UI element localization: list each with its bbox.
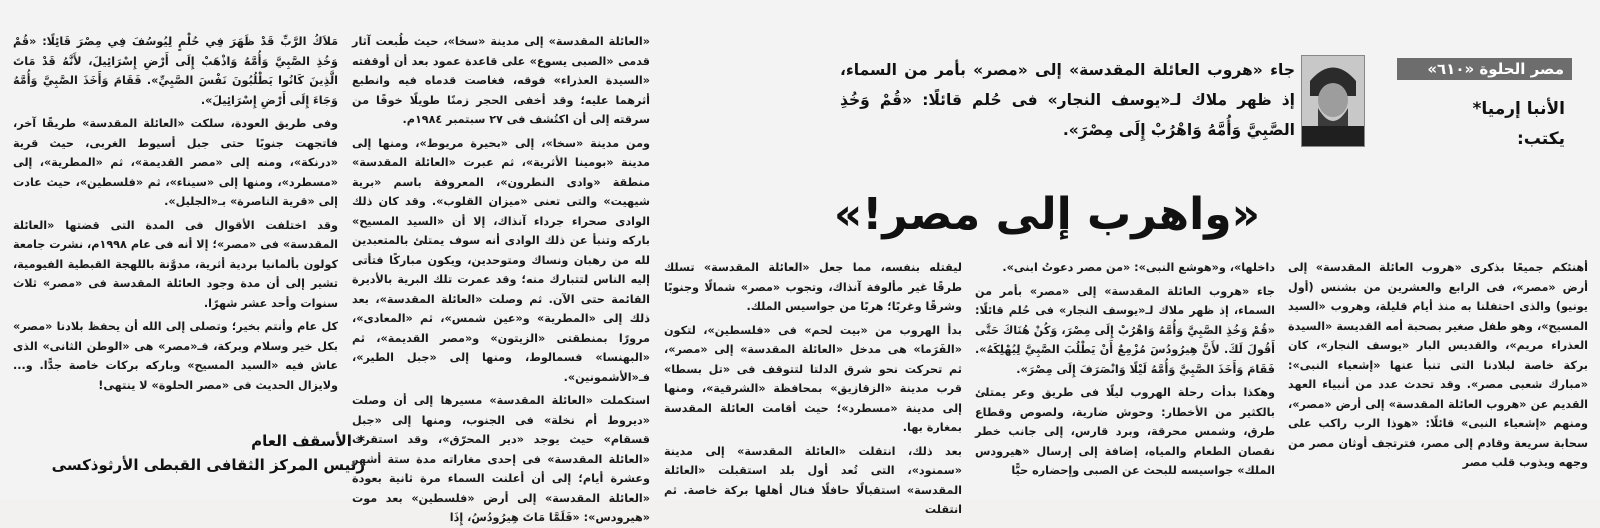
article-deck: جاء «هروب العائلة المقدسة» إلى «مصر» بأمر من السماء، إذ ظهر ملاك لـ«يوسف النجار» فى حُلم قائلًا: «قُمْ وَخُذِ الصَّبِيَّ وَأُمَّهُ وَاهْرُبْ إِلَى مِصْرَ». bbox=[840, 61, 1295, 139]
column-label: مصر الحلوة «٦١٠» bbox=[1397, 58, 1572, 80]
portrait-image bbox=[1302, 56, 1364, 146]
author-title-line: * الأسقف العام bbox=[251, 432, 365, 450]
author-byline bbox=[1400, 94, 1565, 154]
paragraph: ليقتله بنفسه، مما جعل «العائلة المقدسة» تسلك طرقًا غير مألوفة آنذاك، وتجوب «مصر» شمالًا وجنوبًا وشرقًا وغربًا؛ هربًا من جواسيس الملك. bbox=[664, 261, 962, 313]
paragraph: بدأ الهروب من «بيت لحم» فى «فلسطين»، لتكون «الفَرَما» هى مدخل «العائلة المقدسة» إلى «مصر»، ثم تحركت نحو شرق الدلتا لتتوقف فى «تل بسطا» قرب مدينة «الزقازيق» بمحافظة «الشرقية»، ومنها إلى مدينة «مسطرد»؛ حيث أقامت العائلة المقدسة بمغارة بها. bbox=[664, 323, 962, 434]
paragraph: جاء «هروب العائلة المقدسة» إلى «مصر» بأمر من السماء، إذ ظهر ملاك لـ«يوسف النجار» فى حُلم قائلًا: «قُمْ وَخُذِ الصَّبِيَّ وَأُمَّهُ وَاهْرُبْ إِلَى مِصْرَ، وَكُنْ هُنَاكَ حَتَّى أَقُولَ لَكَ. لأَنَّ هِيرُودُسَ مُزْمِعٌ أَنْ يَطْلُبَ الصَّبِيَّ لِيُهْلِكَهُ». فَقَامَ وَأَخَذَ الصَّبِيَّ وَأُمَّهُ لَيْلًا وَانْصَرَفَ إِلَى مِصْرَ». bbox=[975, 284, 1275, 376]
text-column-4 bbox=[352, 32, 650, 524]
paragraph: داخلها»، و«هوشع النبى»: «من مصر دعوتُ ابنى». bbox=[1002, 261, 1275, 274]
text-column-1 bbox=[1288, 258, 1588, 493]
paragraph: أهنئكم جميعًا بذكرى «هروب العائلة المقدسة» إلى أرض «مصر»، فى الرابع والعشرين من بشنس (أول يونيو) والذى احتفلنا به منذ أيام قليلة، وهروب «السيد المسيح»، وهو طفل صغير بصحبة أمه القديسة «السيدة العذراء مريم»، والقديس البار «يوسف النجار»، كان بركة خاصة لبلادنا التى تنبأ عنها «إشعياء النبى»: «مبارك شعبى مصر». وقد تحدث عدد من أنبياء العهد القديم عن «هروب العائلة المقدسة» إلى أرض «مصر»، ومنهم «إشعياء النبى» قائلًا: «هوذا الرب راكب على سحابة سريعة وقادم إلى مصر، فترتجف أوثان مصر من وجهه ويذوب قلب مصر bbox=[1288, 261, 1588, 469]
paragraph: استكملت «العائلة المقدسة» مسيرها إلى أن وصلت «ديروط أم نخلة» فى الجنوب، ومنها إلى «جبل قسقام» حيث يوجد «دير المحرّق»، وقد استقرت «العائلة المقدسة» فى إحدى مغاراته مدة ستة أشهر وعشرة أيام؛ إلى أن أعلنت السماء مرة ثانية بعودة «العائلة المقدسة» إلى أرض «فلسطين» بعد موت «هيرودس»: «فَلَمَّا مَاتَ هِيرُودُسُ، إِذَا bbox=[352, 394, 650, 524]
text-column-2 bbox=[975, 258, 1275, 493]
paragraph: بعد ذلك، انتقلت «العائلة المقدسة» إلى مدينة «سمنود»، التى تُعد أول بلد استقبلت «العائلة المقدسة» استقبالًا حافلًا فنال أهلها بركة خاصة. ثم انتقلت bbox=[664, 444, 962, 516]
paragraph: مَلاَكُ الرَّبِّ قَدْ ظَهَرَ فِي حُلْمٍ لِيُوسُفَ فِي مِصْرَ قَائِلًا: «قُمْ وَخُذِ الصَّبِيَّ وَأُمَّهُ وَاذْهَبْ إِلَى أَرْضِ إِسْرَائِيلَ، لأَنَّهُ قَدْ مَاتَ الَّذِينَ كَانُوا يَطْلُبُونَ نَفْسَ الصَّبِيِّ». فَقَامَ وَأَخَذَ الصَّبِيَّ وَأُمَّهُ وَجَاءَ إِلَى أَرْضِ إِسْرَائِيلَ». bbox=[13, 35, 338, 107]
paragraph: وفى طريق العودة، سلكت «العائلة المقدسة» طريقًا آخر، فاتجهت جنوبًا حتى جبل أسيوط الغربى، حيث قرية «درنكة»، ومنه إلى «مصر القديمة»، ثم «المطرية»، إلى «مسطرد»، ومنها إلى «سيناء»، ثم «فلسطين»، حيث عادت إلى «قرية الناصرة» بـ«الجليل». bbox=[13, 117, 338, 208]
paragraph: وهكذا بدأت رحلة الهروب ليلًا فى طريق وعر يمتلئ بالكثير من الأخطار: وحوش ضارية، ولصوص وقطاع طرق، وشمس محرقة، وبرد قارس، إلى جانب خطر نقصان الطعام والمياه، إضافة إلى إرسال «هيرودس الملك» جواسيسه للبحث عن الصبى وإحضاره حيًّا bbox=[975, 386, 1275, 477]
text-column-5 bbox=[13, 32, 338, 417]
author-name: الأنبا إرميا* bbox=[1472, 99, 1565, 119]
paragraph: ومن مدينة «سخا»، إلى «بحيرة مريوط»، ومنها إلى مدينة «بومينا الأثرية»، ثم عبرت «العائلة المقدسة» منطقة «وادى النطرون»، المعروفة باسم «برية شيهيت» والتى تعنى «ميزان القلوب». وقد كان ذلك الوادى صحراء جرداء آنذاك، إلا أن «السيد المسيح» باركه وتنبأ عن ذلك الوادى أنه سوف يمتلئ بالمتعبدين لله من رهبان ونساك ومتوحدين، ويكون مباركًا فتأتى إليه الناس لتتبارك منه؛ وقد عمرت تلك البرية بالأديرة القائمة حتى الآن. ثم وصلت «العائلة المقدسة»، بعد ذلك إلى «المطرية» و«عين شمس»، ثم «المعادى»، مرورًا بمنطقتى «الزيتون» و«مصر القديمة»، ثم «البهنسا» فسمالوط، ومنها إلى «جبل الطير»، فـ«الأشمونين». bbox=[352, 136, 650, 384]
author-writes: يكتب: bbox=[1516, 129, 1565, 149]
article-headline: «واهرب إلى مصر!» bbox=[833, 189, 1260, 240]
author-position-line: رئيس المركز الثقافى القبطى الأرثوذكسى bbox=[51, 456, 365, 474]
paragraph: كل عام وأنتم بخير؛ وتصلى إلى الله أن يحفظ بلادنا «مصر» بكل خير وسلام وبركة، فـ«مصر» هى «الوطن الثانى» الذى عاش فيه «السيد المسيح» وباركه بركات خاصة جدًّا. و... ولايزال الحديث فى «مصر الحلوة» لا ينتهى! bbox=[13, 320, 338, 392]
paragraph: «العائلة المقدسة» إلى مدينة «سخا»، حيث طُبعت آثار قدمى «الصبى يسوع» على قاعدة عمود بعد أن أوقفته «السيدة العذراء» فوقه، فغاصت قدماه فيه وانطبع أثرهما عليه؛ وقد أخفى الحجر زمنًا طويلًا خوفًا من سرقته إلى أن اكتُشف فى ٢٧ سبتمبر ١٩٨٤م. bbox=[352, 35, 650, 126]
author-portrait bbox=[1301, 55, 1365, 147]
paragraph: وقد اختلفت الأقوال فى المدة التى قضتها «العائلة المقدسة» فى «مصر»؛ إلا أنه فى عام ١٩٩٨م، نشرت جامعة كولون بألمانيا بردية أثرية، مدوَّنة باللهجة القبطية الفيومية، تشير إلى أن مدة وجود العائلة المقدسة فى «مصر» ثلاث سنوات وأحد عشر شهرًا. bbox=[13, 218, 338, 310]
text-column-3 bbox=[664, 258, 962, 516]
